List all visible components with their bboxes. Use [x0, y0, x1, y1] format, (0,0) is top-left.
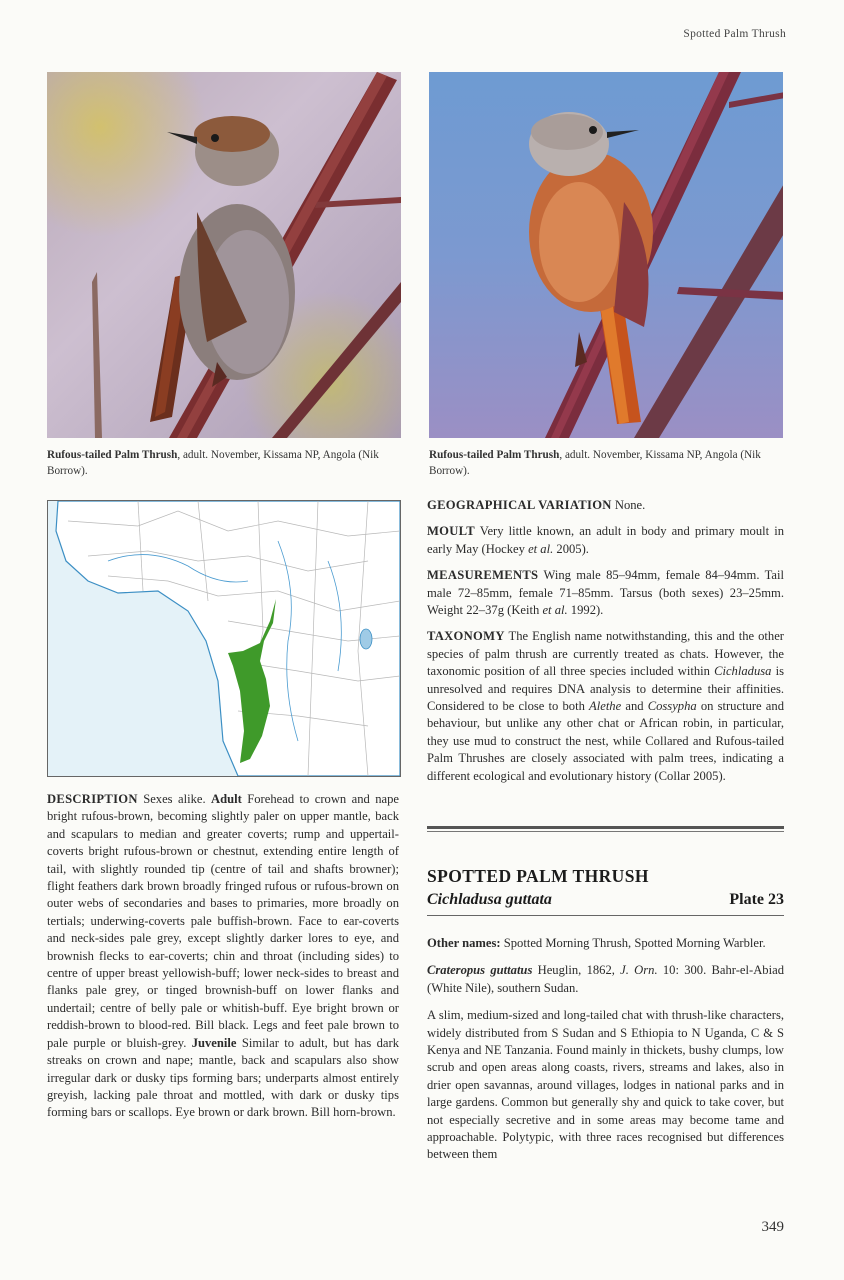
juvenile-label: Juvenile	[191, 1035, 237, 1050]
other-names-text: Spotted Morning Thrush, Spotted Morning Warbler.	[500, 936, 766, 950]
citation-name: Crateropus guttatus	[427, 963, 533, 978]
species-title: SPOTTED PALM THRUSH	[427, 866, 649, 886]
measurements-text-2: 1992).	[567, 603, 604, 618]
species-header-rule	[427, 915, 784, 916]
section-divider-thin	[427, 831, 784, 832]
taxonomy-text-3: and	[621, 699, 648, 714]
taxonomy-genus: Cichladusa	[714, 664, 772, 679]
taxonomy-paragraph	[427, 628, 784, 785]
distribution-map-image	[48, 501, 400, 776]
measurements-etal: et al.	[542, 603, 568, 618]
taxonomy-text-2: is unresolved and requires DNA analysis to determine their affinities. Considered to be close to both	[427, 664, 784, 714]
taxonomy-alethe: Alethe	[589, 699, 622, 714]
moult-paragraph	[427, 523, 784, 558]
moult-text-2: 2005).	[553, 541, 589, 556]
citation-text-1: Heuglin, 1862,	[532, 963, 621, 978]
moult-etal: et al.	[528, 541, 554, 556]
description-heading: DESCRIPTION	[47, 792, 138, 806]
running-head: Spotted Palm Thrush	[683, 28, 786, 40]
measurements-text: Wing male 85–94mm, female 84–94mm. Tail male 72–85mm, female 71–85mm. Tarsus (both sexes) 23–25mm. Weight 22–37g (Keith	[427, 568, 784, 618]
moult-heading: MOULT	[427, 524, 475, 539]
distribution-map	[47, 500, 401, 777]
photo-caption-right	[429, 447, 785, 479]
taxonomy-heading: TAXONOMY	[427, 629, 505, 644]
geo-variation-paragraph	[427, 497, 784, 514]
section-divider-thick	[427, 826, 784, 829]
citation-paragraph	[427, 962, 784, 997]
citation-text-2: 10: 300. Bahr-el-Abiad (White Nile), southern Sudan.	[427, 963, 784, 995]
taxonomy-cossypha: Cossypha	[647, 699, 697, 714]
description-intro: Sexes alike.	[137, 792, 212, 806]
plate-reference: Plate 23	[729, 891, 784, 908]
caption-right-bold: Rufous-tailed Palm Thrush	[429, 449, 560, 461]
description-section	[47, 791, 399, 1131]
caption-left-bold: Rufous-tailed Palm Thrush	[47, 449, 178, 461]
adult-text: Forehead to crown and nape bright rufous-brown, becoming slightly paler on upper mantle, back and scapulars to median and greater coverts; rump and uppertail-coverts bright rufous-brown or chestnut, extending entire length of tail, with slightly rounded tip (centre of tail and shafts browner); flight feathers dark brown broadly fringed rufous or rufous-brown on outer webs of secondaries and bases to primaries, more broadly on tertials; underwing-coverts pale buffish-brown. Face to ear-coverts and neck-sides pale grey, except slightly darker lores to eye, and brownish flecks to ear-coverts; chin and throat (including sides) to centre of upper breast yellowish-buff; lower neck-sides to breast and flanks pale grey, or tinged brownish-buff on lower flanks and undertail; centre of belly pale or whitish-buff. Eye bright brown or reddish-brown to blood-red. Bill black. Legs and feet pale brown to pale purple or bluish-grey.	[47, 792, 400, 1050]
bird-photo-right	[429, 72, 783, 438]
geo-heading: GEOGRAPHICAL VARIATION	[427, 498, 612, 512]
bird-photo-left	[47, 72, 401, 438]
measurements-heading: MEASUREMENTS	[427, 568, 539, 583]
taxonomy-text-1: The English name notwithstanding, this and the other species of palm thrush are currently treated as chats. However, the taxonomic position of all three species included within	[427, 629, 784, 679]
bird-photo-right-image	[429, 72, 783, 438]
caption-left-text: , adult. November, Kissama NP, Angola (Nik Borrow).	[47, 449, 379, 477]
species-notes	[427, 497, 784, 794]
photo-caption-left	[47, 447, 403, 479]
adult-label: Adult	[211, 792, 242, 806]
other-names-label: Other names:	[427, 936, 501, 950]
intro-paragraph: A slim, medium-sized and long-tailed chat with thrush-like characters, widely distributed from S Sudan and S Ethiopia to N Uganda, C & S Kenya and NE Tanzania. Found mainly in thickets, bushy clumps, low scrub and open areas along coasts, rivers, streams and lakes, also in drier open savannas, around villages, lodges in national parks and in large gardens. Common but generally shy and quick to take cover, but not especially secretive and in some areas may become tame and approachable. Polytypic, with three races recognised but differences between them	[427, 1008, 784, 1162]
geo-text: None.	[611, 498, 646, 512]
species-account	[427, 935, 784, 1174]
measurements-paragraph	[427, 567, 784, 619]
citation-journal: J. Orn.	[620, 963, 658, 978]
species-scientific-name: Cichladusa guttata	[427, 891, 552, 908]
caption-right-text: , adult. November, Kissama NP, Angola (Nik Borrow).	[429, 449, 761, 477]
bird-photo-left-image	[47, 72, 401, 438]
page-number: 349	[761, 1219, 784, 1235]
other-names-paragraph	[427, 935, 784, 952]
juvenile-text: Similar to adult, but has dark streaks on crown and nape; mantle, back and scapulars also show irregular dark or dusky tips forming bars; underparts almost entirely greyish, lacking pale throat and mottled, with dark or dusky tips forming bars or scallops. Eye brown or dark brown. Bill horn-brown.	[47, 1035, 399, 1120]
taxonomy-text-4: on structure and behaviour, but unlike any other chat or African robin, in particular, they use mud to construct the nest, while Collared and Rufous-tailed Palm Thrushes are closely associated with palm trees, indicating a different ecological and evolutionary history (Collar 2005).	[427, 699, 784, 783]
moult-text: Very little known, an adult in body and primary moult in early May (Hockey	[427, 524, 784, 556]
